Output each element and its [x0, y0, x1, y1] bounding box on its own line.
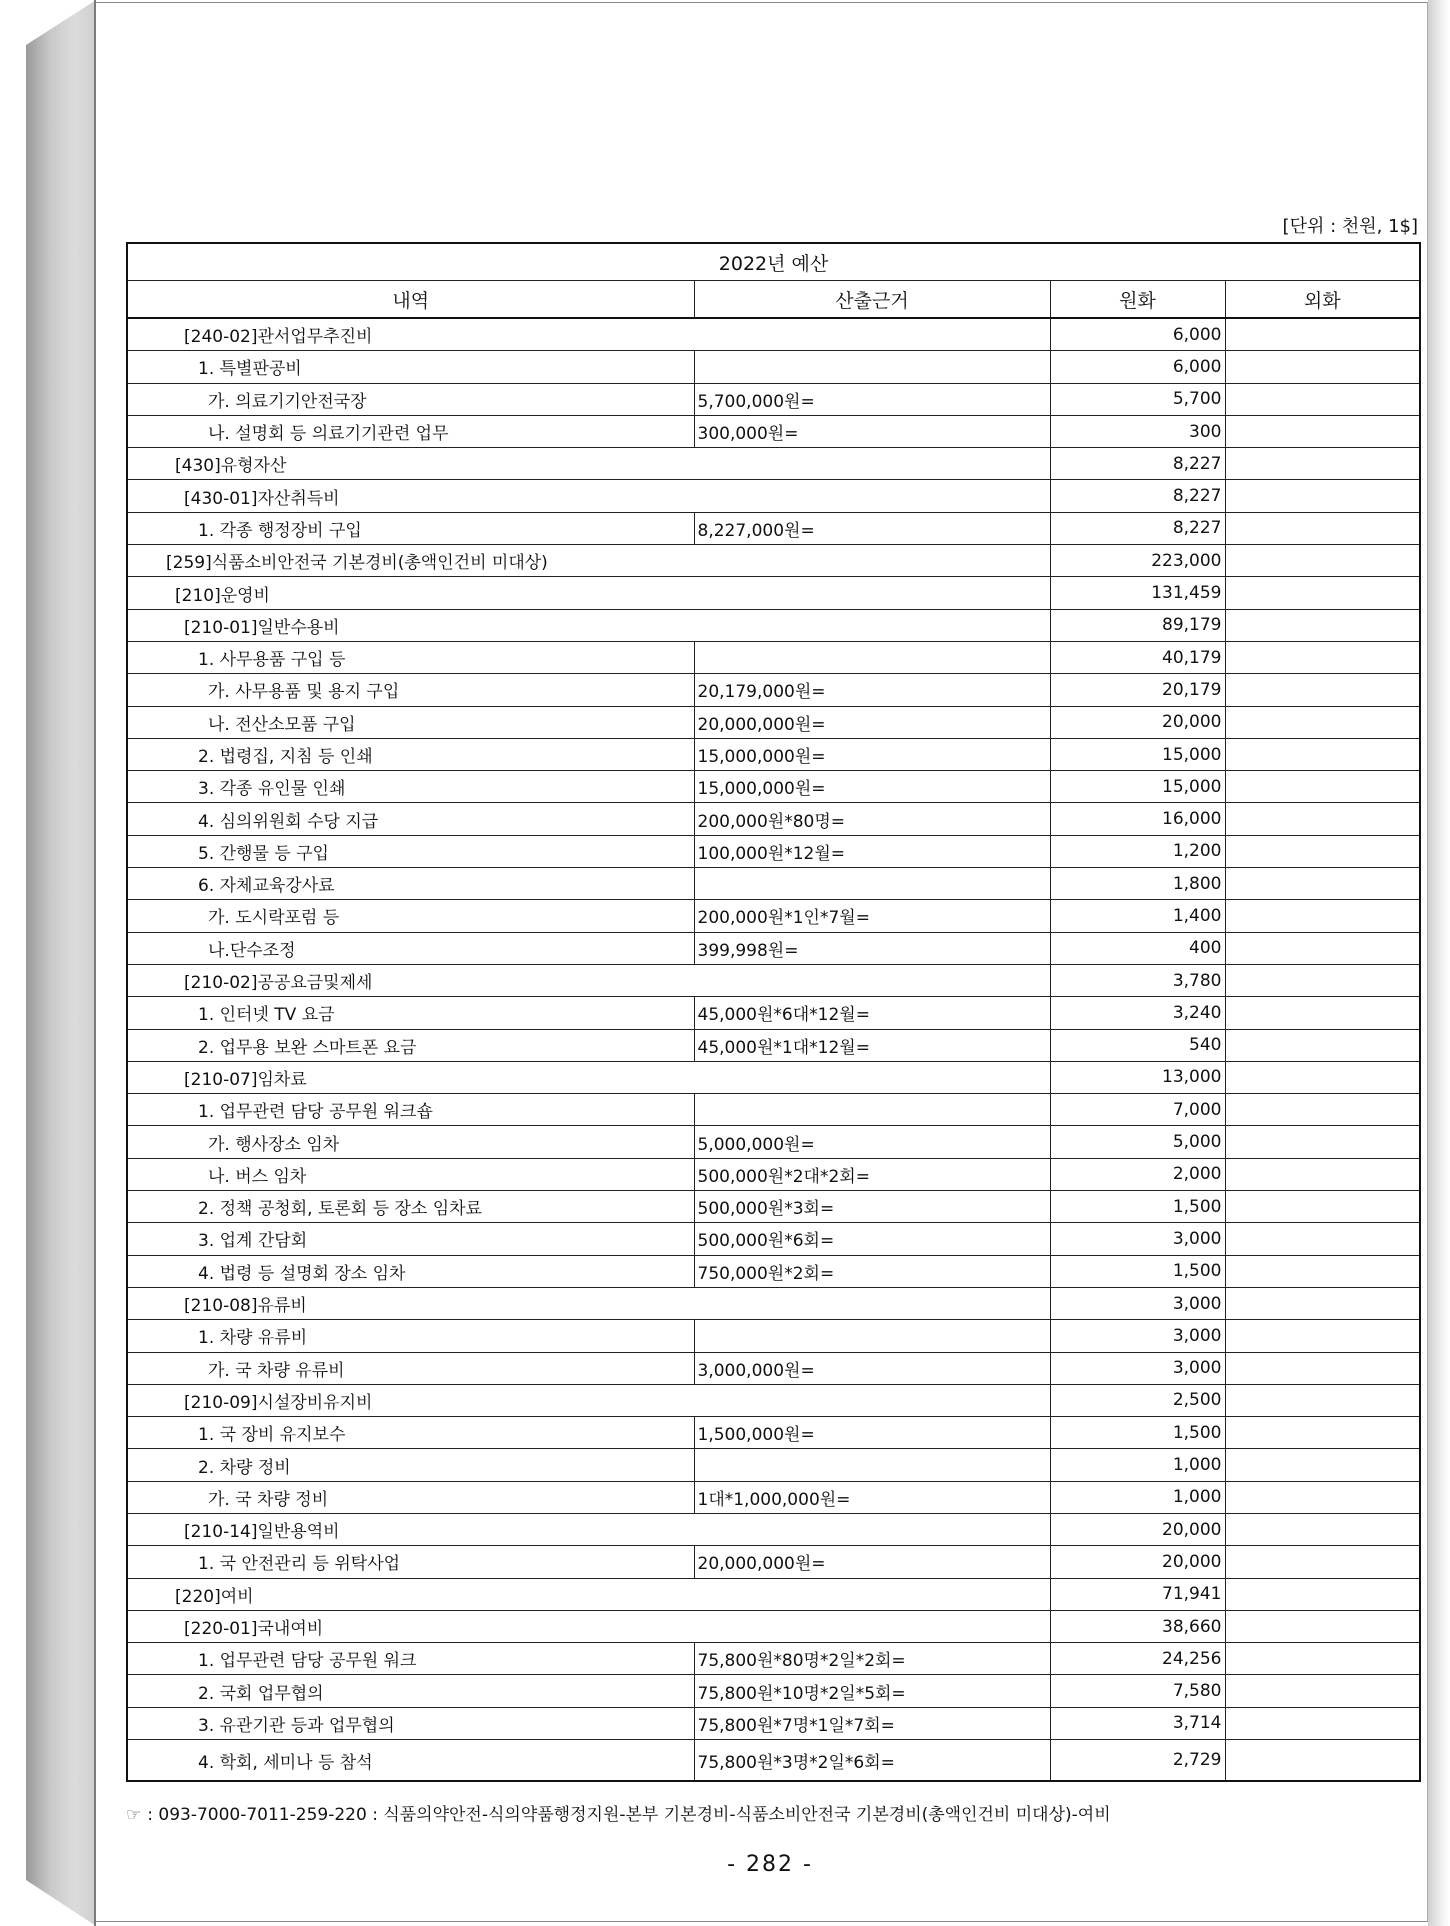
row-item: [259]식품소비안전국 기본경비(총액인건비 미대상) — [127, 545, 1050, 577]
row-foreign — [1225, 1546, 1420, 1578]
row-krw: 13,000 — [1050, 1061, 1225, 1093]
row-item: 나.단수조정 — [127, 932, 694, 964]
table-row — [127, 1610, 1420, 1642]
table-row — [127, 1513, 1420, 1545]
row-foreign — [1225, 997, 1420, 1029]
table-row — [127, 480, 1420, 512]
row-basis — [694, 351, 1050, 383]
row-basis: 15,000,000원= — [694, 771, 1050, 803]
header-foreign: 외화 — [1225, 281, 1420, 319]
row-basis: 45,000원*6대*12월= — [694, 997, 1050, 1029]
table-row — [127, 1675, 1420, 1707]
row-item: 나. 설명회 등 의료기기관련 업무 — [127, 415, 694, 447]
row-krw: 6,000 — [1050, 318, 1225, 351]
row-item: 4. 법령 등 설명회 장소 임차 — [127, 1255, 694, 1287]
row-krw: 3,000 — [1050, 1320, 1225, 1352]
row-item: [210-07]임차료 — [127, 1061, 1050, 1093]
row-foreign — [1225, 1191, 1420, 1223]
row-foreign — [1225, 480, 1420, 512]
row-krw: 20,000 — [1050, 1546, 1225, 1578]
row-basis — [694, 1449, 1050, 1481]
table-row — [127, 1578, 1420, 1610]
row-krw: 1,800 — [1050, 868, 1225, 900]
page-edge-left — [26, 0, 96, 1926]
row-foreign — [1225, 1287, 1420, 1319]
table-row — [127, 1094, 1420, 1126]
row-item: 1. 인터넷 TV 요금 — [127, 997, 694, 1029]
row-basis — [694, 1094, 1050, 1126]
row-item: [210-08]유류비 — [127, 1287, 1050, 1319]
row-item: [220]여비 — [127, 1578, 1050, 1610]
row-item: 가. 사무용품 및 용지 구입 — [127, 674, 694, 706]
table-row — [127, 1320, 1420, 1352]
table-row — [127, 964, 1420, 996]
row-krw: 1,000 — [1050, 1481, 1225, 1513]
row-foreign — [1225, 1643, 1420, 1675]
row-krw: 131,459 — [1050, 577, 1225, 609]
row-foreign — [1225, 1610, 1420, 1642]
table-row — [127, 609, 1420, 641]
row-krw: 1,500 — [1050, 1417, 1225, 1449]
table-row — [127, 512, 1420, 544]
row-krw: 71,941 — [1050, 1578, 1225, 1610]
row-krw: 300 — [1050, 415, 1225, 447]
row-item: 가. 도시락포럼 등 — [127, 900, 694, 932]
row-foreign — [1225, 835, 1420, 867]
row-foreign — [1225, 964, 1420, 996]
table-row — [127, 1449, 1420, 1481]
unit-label: [단위 : 천원, 1$] — [1282, 216, 1418, 237]
table-row — [127, 771, 1420, 803]
row-item: 2. 업무용 보완 스마트폰 요금 — [127, 1029, 694, 1061]
row-item: [210-09]시설장비유지비 — [127, 1384, 1050, 1416]
table-row — [127, 932, 1420, 964]
row-basis: 20,000,000원= — [694, 706, 1050, 738]
row-basis: 1대*1,000,000원= — [694, 1481, 1050, 1513]
table-row — [127, 706, 1420, 738]
row-krw: 40,179 — [1050, 641, 1225, 673]
row-basis: 20,179,000원= — [694, 674, 1050, 706]
table-row — [127, 674, 1420, 706]
row-foreign — [1225, 738, 1420, 770]
row-item: [430-01]자산취득비 — [127, 480, 1050, 512]
row-basis: 200,000원*1인*7월= — [694, 900, 1050, 932]
row-basis: 5,000,000원= — [694, 1126, 1050, 1158]
table-row — [127, 383, 1420, 415]
row-krw: 16,000 — [1050, 803, 1225, 835]
row-krw: 89,179 — [1050, 609, 1225, 641]
row-item: 나. 버스 임차 — [127, 1158, 694, 1190]
table-row — [127, 1740, 1420, 1782]
table-row — [127, 1287, 1420, 1319]
row-item: 1. 국 안전관리 등 위탁사업 — [127, 1546, 694, 1578]
row-basis — [694, 641, 1050, 673]
row-krw: 3,780 — [1050, 964, 1225, 996]
table-row — [127, 318, 1420, 351]
row-basis: 500,000원*2대*2회= — [694, 1158, 1050, 1190]
row-item: 1. 각종 행정장비 구입 — [127, 512, 694, 544]
row-item: 4. 학회, 세미나 등 참석 — [127, 1740, 694, 1782]
row-krw: 2,729 — [1050, 1740, 1225, 1782]
row-krw: 1,500 — [1050, 1191, 1225, 1223]
row-krw: 1,400 — [1050, 900, 1225, 932]
row-foreign — [1225, 1384, 1420, 1416]
row-krw: 1,000 — [1050, 1449, 1225, 1481]
table-row — [127, 351, 1420, 383]
row-foreign — [1225, 1740, 1420, 1782]
row-basis: 20,000,000원= — [694, 1546, 1050, 1578]
table-row — [127, 545, 1420, 577]
table-row — [127, 415, 1420, 447]
page-shadow-right — [1428, 0, 1450, 1926]
row-krw: 400 — [1050, 932, 1225, 964]
row-item: 1. 특별판공비 — [127, 351, 694, 383]
table-row — [127, 1384, 1420, 1416]
row-item: 1. 업무관련 담당 공무원 워크 — [127, 1643, 694, 1675]
row-krw: 5,000 — [1050, 1126, 1225, 1158]
row-basis — [694, 868, 1050, 900]
footnote — [126, 1800, 1111, 1825]
row-item: 5. 간행물 등 구입 — [127, 835, 694, 867]
row-foreign — [1225, 1061, 1420, 1093]
row-basis: 45,000원*1대*12월= — [694, 1029, 1050, 1061]
row-basis: 15,000,000원= — [694, 738, 1050, 770]
row-item: 6. 자체교육강사료 — [127, 868, 694, 900]
table-row — [127, 1191, 1420, 1223]
row-foreign — [1225, 1320, 1420, 1352]
row-krw: 20,000 — [1050, 706, 1225, 738]
row-krw: 8,227 — [1050, 512, 1225, 544]
table-row — [127, 738, 1420, 770]
row-foreign — [1225, 771, 1420, 803]
row-basis: 500,000원*3회= — [694, 1191, 1050, 1223]
row-foreign — [1225, 1707, 1420, 1739]
row-item: 3. 각종 유인물 인쇄 — [127, 771, 694, 803]
row-krw: 1,200 — [1050, 835, 1225, 867]
row-basis: 8,227,000원= — [694, 512, 1050, 544]
row-item: [210-02]공공요금및제세 — [127, 964, 1050, 996]
row-krw: 3,000 — [1050, 1287, 1225, 1319]
row-krw: 2,000 — [1050, 1158, 1225, 1190]
table-row — [127, 1643, 1420, 1675]
row-foreign — [1225, 1449, 1420, 1481]
row-basis: 3,000,000원= — [694, 1352, 1050, 1384]
header-item: 내역 — [127, 281, 694, 319]
row-basis: 75,800원*3명*2일*6회= — [694, 1740, 1050, 1782]
row-basis: 399,998원= — [694, 932, 1050, 964]
row-foreign — [1225, 1578, 1420, 1610]
row-krw: 15,000 — [1050, 771, 1225, 803]
row-krw: 15,000 — [1050, 738, 1225, 770]
row-foreign — [1225, 415, 1420, 447]
table-row — [127, 1417, 1420, 1449]
table-row — [127, 1158, 1420, 1190]
row-krw: 540 — [1050, 1029, 1225, 1061]
row-item: [210]운영비 — [127, 577, 1050, 609]
table-row — [127, 835, 1420, 867]
row-item: 3. 업계 간담회 — [127, 1223, 694, 1255]
row-item: 가. 의료기기안전국장 — [127, 383, 694, 415]
row-foreign — [1225, 577, 1420, 609]
row-krw: 20,000 — [1050, 1513, 1225, 1545]
table-row — [127, 641, 1420, 673]
row-krw: 8,227 — [1050, 448, 1225, 480]
row-foreign — [1225, 545, 1420, 577]
table-row — [127, 1223, 1420, 1255]
row-basis: 75,800원*80명*2일*2회= — [694, 1643, 1050, 1675]
row-foreign — [1225, 1094, 1420, 1126]
row-item: 3. 유관기관 등과 업무협의 — [127, 1707, 694, 1739]
table-row — [127, 1352, 1420, 1384]
row-item: 4. 심의위원회 수당 지급 — [127, 803, 694, 835]
header-basis: 산출근거 — [694, 281, 1050, 319]
table-row — [127, 1481, 1420, 1513]
row-foreign — [1225, 900, 1420, 932]
table-row — [127, 868, 1420, 900]
row-item: 2. 차량 정비 — [127, 1449, 694, 1481]
row-foreign — [1225, 1126, 1420, 1158]
row-foreign — [1225, 318, 1420, 351]
row-item: 1. 차량 유류비 — [127, 1320, 694, 1352]
row-krw: 1,500 — [1050, 1255, 1225, 1287]
row-krw: 3,000 — [1050, 1352, 1225, 1384]
row-krw: 2,500 — [1050, 1384, 1225, 1416]
budget-table — [126, 242, 1421, 1782]
row-item: 가. 행사장소 임차 — [127, 1126, 694, 1158]
row-basis: 1,500,000원= — [694, 1417, 1050, 1449]
row-item: 2. 정책 공청회, 토론회 등 장소 임차료 — [127, 1191, 694, 1223]
row-item: 1. 업무관련 담당 공무원 워크숍 — [127, 1094, 694, 1126]
table-row — [127, 803, 1420, 835]
row-foreign — [1225, 609, 1420, 641]
row-krw: 6,000 — [1050, 351, 1225, 383]
row-foreign — [1225, 512, 1420, 544]
row-foreign — [1225, 1513, 1420, 1545]
row-foreign — [1225, 868, 1420, 900]
row-basis: 200,000원*80명= — [694, 803, 1050, 835]
row-item: 가. 국 차량 유류비 — [127, 1352, 694, 1384]
row-foreign — [1225, 932, 1420, 964]
row-basis: 100,000원*12월= — [694, 835, 1050, 867]
row-item: [430]유형자산 — [127, 448, 1050, 480]
row-item: [220-01]국내여비 — [127, 1610, 1050, 1642]
table-row — [127, 1126, 1420, 1158]
row-krw: 3,714 — [1050, 1707, 1225, 1739]
row-item: 2. 법령집, 지침 등 인쇄 — [127, 738, 694, 770]
row-foreign — [1225, 1481, 1420, 1513]
footnote-text: : 093-7000-7011-259-220 : 식품의약안전-식의약품행정지원-본부 기본경비-식품소비안전국 기본경비(총액인건비 미대상)-여비 — [147, 1805, 1111, 1825]
row-basis — [694, 1320, 1050, 1352]
row-krw: 7,580 — [1050, 1675, 1225, 1707]
row-foreign — [1225, 448, 1420, 480]
row-krw: 24,256 — [1050, 1643, 1225, 1675]
row-krw: 5,700 — [1050, 383, 1225, 415]
row-krw: 3,240 — [1050, 997, 1225, 1029]
table-row — [127, 1255, 1420, 1287]
row-krw: 20,179 — [1050, 674, 1225, 706]
table-row — [127, 1546, 1420, 1578]
page-number: - 282 - — [727, 1852, 813, 1877]
row-foreign — [1225, 803, 1420, 835]
row-krw: 8,227 — [1050, 480, 1225, 512]
row-krw: 3,000 — [1050, 1223, 1225, 1255]
table-title: 2022년 예산 — [127, 243, 1420, 281]
header-krw: 원화 — [1050, 281, 1225, 319]
row-item: 가. 국 차량 정비 — [127, 1481, 694, 1513]
row-basis: 75,800원*7명*1일*7회= — [694, 1707, 1050, 1739]
row-foreign — [1225, 1352, 1420, 1384]
pointing-hand-icon: ☞ — [126, 1805, 142, 1825]
row-item: 2. 국회 업무협의 — [127, 1675, 694, 1707]
table-row — [127, 900, 1420, 932]
table-row — [127, 1029, 1420, 1061]
row-basis: 300,000원= — [694, 415, 1050, 447]
row-krw: 7,000 — [1050, 1094, 1225, 1126]
table-row — [127, 1707, 1420, 1739]
row-foreign — [1225, 706, 1420, 738]
row-foreign — [1225, 1029, 1420, 1061]
row-item: 1. 사무용품 구입 등 — [127, 641, 694, 673]
row-foreign — [1225, 383, 1420, 415]
row-basis: 750,000원*2회= — [694, 1255, 1050, 1287]
row-foreign — [1225, 1417, 1420, 1449]
row-krw: 223,000 — [1050, 545, 1225, 577]
row-foreign — [1225, 1675, 1420, 1707]
table-row — [127, 577, 1420, 609]
row-basis: 500,000원*6회= — [694, 1223, 1050, 1255]
row-foreign — [1225, 1223, 1420, 1255]
row-foreign — [1225, 351, 1420, 383]
row-krw: 38,660 — [1050, 1610, 1225, 1642]
table-row — [127, 997, 1420, 1029]
row-item: [210-14]일반용역비 — [127, 1513, 1050, 1545]
row-item: [210-01]일반수용비 — [127, 609, 1050, 641]
row-foreign — [1225, 674, 1420, 706]
row-foreign — [1225, 1158, 1420, 1190]
table-row — [127, 448, 1420, 480]
table-row — [127, 1061, 1420, 1093]
row-item: 나. 전산소모품 구입 — [127, 706, 694, 738]
row-basis: 5,700,000원= — [694, 383, 1050, 415]
table-body — [127, 318, 1420, 1781]
row-basis: 75,800원*10명*2일*5회= — [694, 1675, 1050, 1707]
row-foreign — [1225, 1255, 1420, 1287]
row-item: 1. 국 장비 유지보수 — [127, 1417, 694, 1449]
row-item: [240-02]관서업무추진비 — [127, 318, 1050, 351]
row-foreign — [1225, 641, 1420, 673]
